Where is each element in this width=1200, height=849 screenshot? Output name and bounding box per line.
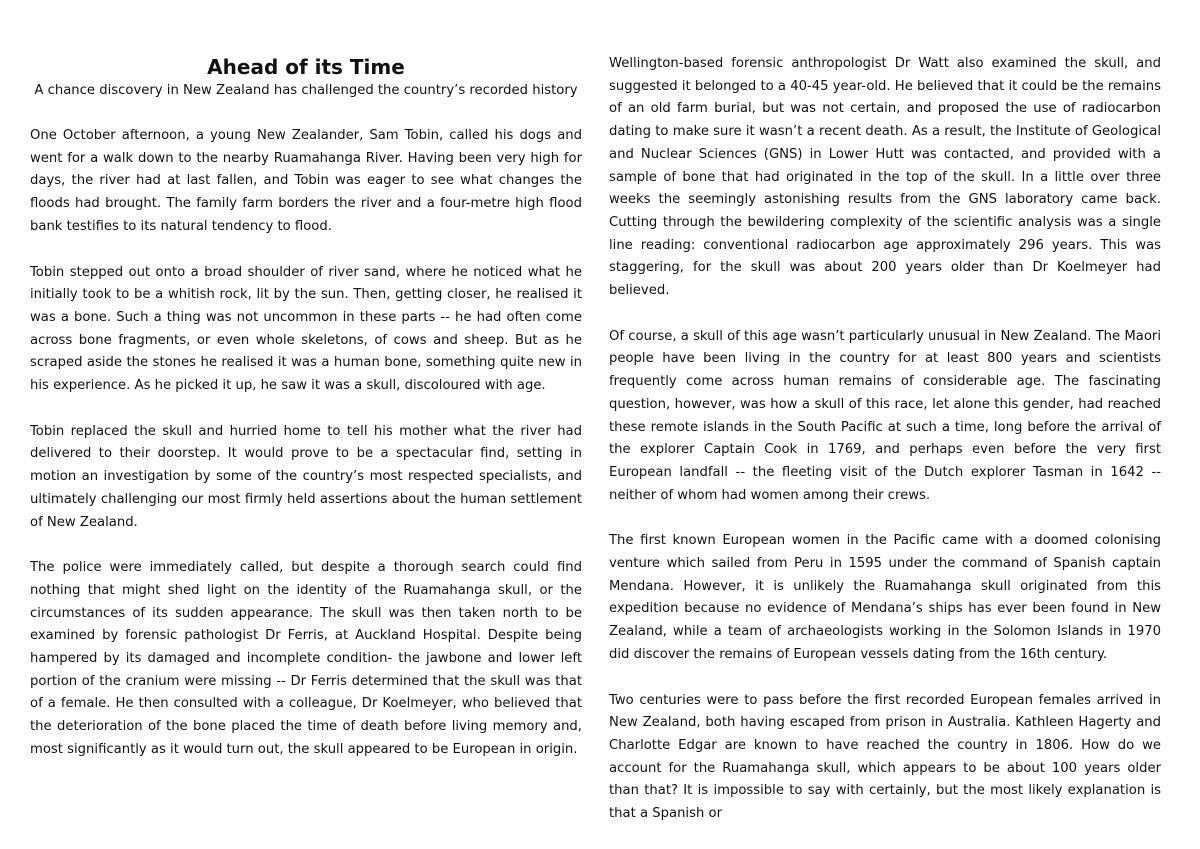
article-subtitle: A chance discovery in New Zealand has challenged the country’s recorded history bbox=[34, 83, 578, 98]
paragraph-left-3: Tobin replaced the skull and hurried home to tell his mother what the river had delivered to their doorstep. It would prove to be a spectacular find, setting in motion an investigation by some of the country’s most respected specialists, and ultimately challenging our most firmly held assertions about the human settlement of New Zealand. bbox=[30, 423, 582, 530]
article-title: Ahead of its Time bbox=[207, 55, 405, 79]
paragraph-right-1: Wellington-based forensic anthropologist Dr Watt also examined the skull, and suggested it belonged to a 40-45 year-old. He believed that it could be the remains of an old farm burial, but was not certain, and proposed the use of radiocarbon dating to make sure it wasn’t a recent death. As a result, the Institute of Geological and Nuclear Sciences (GNS) in Lower Hutt was contacted, and provided with a sample of bone that had originated in the top of the skull. In a little over three weeks the seemingly astonishing results from the GNS laboratory came back. Cutting through the bewildering complexity of the scientific analysis was a single line reading: conventional radiocarbon age approximately 296 years. This was staggering, for the skull was about 200 years older than Dr Koelmeyer had believed. bbox=[609, 56, 1161, 299]
paragraph-right-3: The first known European women in the Pacific came with a doomed colonising venture which sailed from Peru in 1595 under the command of Spanish captain Mendana. However, it is unlikely the Ruamahanga skull originated from this expedition because no evidence of Mendana’s ships has ever been found in New Zealand, while a team of archaeologists working in the Solomon Islands in 1970 did discover the remains of European vessels dating from the 16th century. bbox=[609, 533, 1161, 662]
paragraph-right-2: Of course, a skull of this age wasn’t particularly unusual in New Zealand. The Maori people have been living in the country for at least 800 years and scientists frequently come across human remains of considerable age. The fascinating question, however, was how a skull of this race, let alone this gender, had reached these remote islands in the South Pacific at such a time, long before the arrival of the explorer Captain Cook in 1769, and perhaps even before the very first European landfall -- the fleeting visit of the Dutch explorer Tasman in 1642 -- neither of whom had women among their crews. bbox=[609, 328, 1161, 503]
paragraph-right-4: Two centuries were to pass before the first recorded European females arrived in New Zealand, both having escaped from prison in Australia. Kathleen Hagerty and Charlotte Edgar are known to have reached the country in 1806. How do we account for the Ruamahanga skull, which appears to be about 100 years older than that? It is impossible to say with certainly, but the most likely explanation is that a Spanish or bbox=[609, 692, 1161, 822]
paragraph-left-2: Tobin stepped out onto a broad shoulder of river sand, where he noticed what he initially took to be a whitish rock, lit by the sun. Then, getting closer, he realised it was a bone. Such a thing was not uncommon in these parts -- he had often come across bone fragments, or even whole skeletons, of cows and sheep. But as he scraped aside the stones he realised it was a human bone, something quite new in his experience. As he picked it up, he saw it was a skull, discoloured with age. bbox=[30, 264, 582, 394]
paragraph-left-1: One October afternoon, a young New Zealander, Sam Tobin, called his dogs and went for a walk down to the nearby Ruamahanga River. Having been very high for days, the river had at last fallen, and Tobin was eager to see what changes the floods had brought. The family farm borders the river and a four-metre high flood bank testifies to its natural tendency to flood. bbox=[30, 128, 582, 234]
paragraph-left-4: The police were immediately called, but despite a thorough search could find nothing that might shed light on the identity of the Ruamahanga skull, or the circumstances of its sudden appearance. The skull was then taken north to be examined by forensic pathologist Dr Ferris, at Auckland Hospital. Despite being hampered by its damaged and incomplete condition- the jawbone and lower left portion of the cranium were missing -- Dr Ferris determined that the skull was that of a female. He then consulted with a colleague, Dr Koelmeyer, who believed that the deterioration of the bone placed the time of death before living memory and, most significantly as it would turn out, the skull appeared to be European in origin. bbox=[30, 560, 582, 757]
left-column bbox=[30, 54, 582, 785]
right-column bbox=[609, 53, 1161, 849]
